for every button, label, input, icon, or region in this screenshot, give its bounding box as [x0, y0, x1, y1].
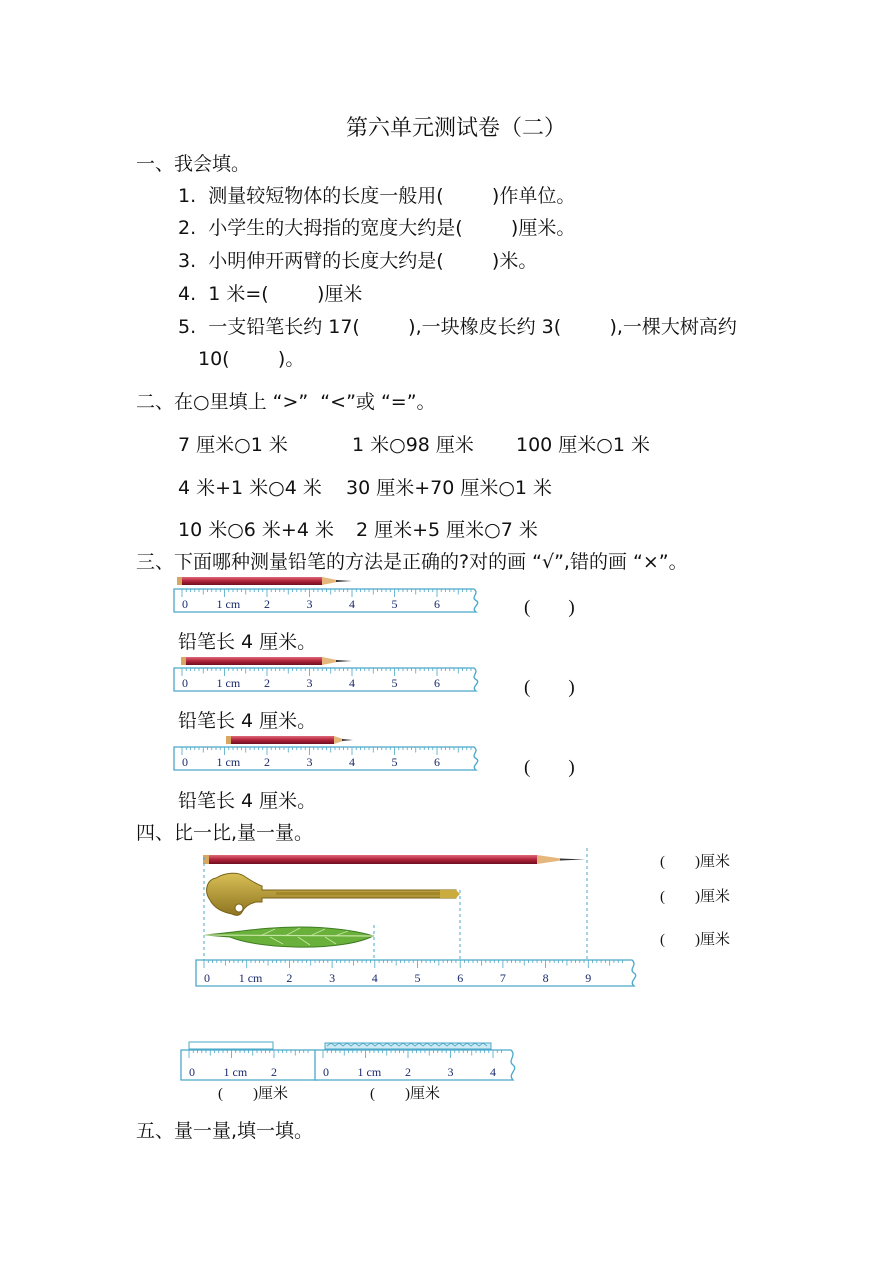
ruler-label: 4 [371, 971, 378, 985]
ruler-label: 4 [349, 676, 355, 690]
section-5-heading: 五、量一量,填一填。 [136, 1120, 314, 1142]
ruler-label: 5 [391, 755, 398, 769]
ruler-label: 7 [499, 971, 506, 985]
ruler-label: 6 [434, 597, 440, 611]
ruler-label: 0 [182, 597, 188, 611]
ruler-label: 5 [391, 597, 398, 611]
compare-item: 2 厘米+5 厘米○7 米 [356, 519, 538, 541]
ruler-label: 4 [349, 597, 355, 611]
long-pencil [203, 855, 585, 864]
ruler-body [315, 1050, 515, 1080]
section-3-heading: 三、下面哪种测量铅笔的方法是正确的?对的画 “√”,错的画 “×”。 [136, 551, 688, 573]
question-1-4: 4. 1 米=( )厘米 [178, 283, 363, 305]
answer-blank-small-1: ( )厘米 [218, 1086, 288, 1102]
question-1-3: 3. 小明伸开两臂的长度大约是( )米。 [178, 250, 538, 272]
ruler-label: 4 [349, 755, 355, 769]
page-title: 第六单元测试卷（二） [346, 116, 567, 141]
ruler-label: 3 [306, 676, 313, 690]
pencil-2 [181, 657, 352, 665]
ruler-large [196, 960, 636, 986]
section-2-heading: 二、在○里填上 “>” “<”或 “=”。 [136, 391, 436, 413]
ruler-label: 1 cm [216, 597, 241, 611]
ruler-label: 0 [182, 755, 188, 769]
ruler [174, 589, 478, 612]
answer-blank-key: ( )厘米 [660, 889, 730, 905]
ruler-label: 6 [434, 676, 440, 690]
ruler-label: 0 [182, 676, 188, 690]
compare-item: 10 米○6 米+4 米 [178, 519, 334, 541]
question-1-5-cont: 10( )。 [198, 348, 305, 370]
ruler-label: 2 [264, 676, 270, 690]
pencil-caption: 铅笔长 4 厘米。 [178, 710, 317, 732]
pencil-caption: 铅笔长 4 厘米。 [178, 790, 317, 812]
pencil-1 [177, 577, 352, 585]
pencil-caption: 铅笔长 4 厘米。 [178, 631, 317, 653]
ruler-label: 1 cm [223, 1065, 248, 1079]
answer-blank: ( ) [524, 677, 575, 698]
question-1-1: 1. 测量较短物体的长度一般用( )作单位。 [178, 185, 576, 207]
ruler-label: 1 cm [357, 1065, 382, 1079]
section-1-heading: 一、我会填。 [136, 153, 251, 175]
section-4-heading: 四、比一比,量一量。 [136, 822, 314, 844]
answer-blank: ( ) [524, 597, 575, 618]
ruler-label: 1 cm [238, 971, 263, 985]
ruler-label: 2 [264, 755, 270, 769]
answer-blank-pencil: ( )厘米 [660, 854, 730, 870]
measured-bar-2 [325, 1043, 491, 1049]
ruler-label: 3 [447, 1065, 454, 1079]
ruler-label: 2 [405, 1065, 411, 1079]
ruler [174, 668, 478, 691]
ruler-label: 6 [457, 971, 464, 985]
ruler-label: 0 [323, 1065, 329, 1079]
ruler-label: 6 [434, 755, 440, 769]
ruler-label: 8 [542, 971, 549, 985]
ruler-label: 9 [585, 971, 592, 985]
leaf [205, 927, 373, 947]
key [207, 873, 460, 915]
compare-item: 7 厘米○1 米 [178, 434, 288, 456]
ruler-small [181, 1050, 319, 1080]
measured-bar-1 [189, 1042, 273, 1049]
ruler-label: 1 cm [216, 755, 241, 769]
ruler-label: 3 [329, 971, 336, 985]
answer-blank: ( ) [524, 757, 575, 778]
ruler-label: 4 [490, 1065, 496, 1079]
ruler-label: 3 [306, 755, 313, 769]
ruler-small [315, 1050, 515, 1080]
ruler-label: 2 [264, 597, 270, 611]
ruler-label: 0 [204, 971, 210, 985]
ruler-body [181, 1050, 319, 1080]
ruler-label: 5 [414, 971, 421, 985]
ruler-label: 1 cm [216, 676, 241, 690]
compare-item: 4 米+1 米○4 米 [178, 477, 322, 499]
ruler-label: 0 [189, 1065, 195, 1079]
ruler [174, 747, 478, 770]
question-1-2: 2. 小学生的大拇指的宽度大约是( )厘米。 [178, 217, 576, 239]
answer-blank-small-2: ( )厘米 [370, 1086, 440, 1102]
pencil-3 [226, 736, 353, 744]
compare-item: 30 厘米+70 厘米○1 米 [346, 477, 553, 499]
question-1-5: 5. 一支铅笔长约 17( ),一块橡皮长约 3( ),一棵大树高约 [178, 316, 737, 338]
ruler-label: 3 [306, 597, 313, 611]
ruler-label: 5 [391, 676, 398, 690]
ruler-label: 2 [271, 1065, 277, 1079]
compare-item: 100 厘米○1 米 [516, 434, 651, 456]
answer-blank-leaf: ( )厘米 [660, 932, 730, 948]
ruler-label: 2 [286, 971, 293, 985]
compare-item: 1 米○98 厘米 [352, 434, 474, 456]
